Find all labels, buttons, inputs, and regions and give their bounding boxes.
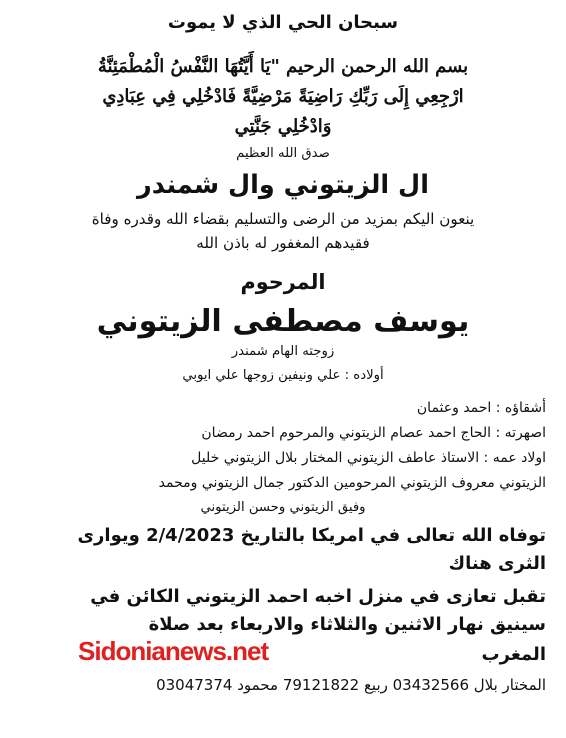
- mourning-line-2: فقيدهم المغفور له باذن الله: [196, 234, 370, 252]
- mourning-line-1: ينعون اليكم بمزيد من الرضى والتسليم بقضاء الله وقدره وفاة: [91, 210, 475, 228]
- death-line-1: توفاه الله تعالى في امريكا بالتاريخ 2/4/2023 ويوارى: [77, 525, 546, 546]
- children-line: أولاده : علي ونيفين زوجها علي ايوبي: [182, 368, 384, 383]
- family-names: ال الزيتوني وال شمندر: [137, 170, 429, 200]
- condolences-line-3: المغرب: [481, 644, 546, 665]
- watermark-logo: Sidonianews.net: [78, 636, 269, 666]
- condolences-line-1: تقبل تعازى في منزل اخبه احمد الزيتوني الكائن في: [90, 586, 546, 607]
- cousins-line-3: وفيق الزيتوني وحسن الزيتوني: [200, 500, 366, 515]
- sadaq-allah: صدق الله العظيم: [236, 146, 330, 161]
- cousins-line-2: الزيتوني معروف الزيتوني المرحومين الدكتور جمال الزيتوني ومحمد: [158, 475, 546, 491]
- quran-verse-line-2: ارْجِعِي إِلَى رَبِّكِ رَاضِيَةً مَرْضِيَّةً فَادْخُلِي فِي عِبَادِي: [102, 86, 464, 107]
- death-line-2: الثرى هناك: [448, 553, 546, 574]
- siblings-line: أشقاؤه : احمد وعثمان: [416, 400, 546, 416]
- contact-numbers: المختار بلال 03432566 ربيع 79121822 محمود 03047374: [156, 676, 546, 694]
- in-laws-line: اصهرته : الحاج احمد عصام الزيتوني والمرحوم احمد رمضان: [201, 425, 546, 441]
- quran-verse-line-1: بسم الله الرحمن الرحيم "يَا أَيَّتُهَا النَّفْسُ الْمُطْمَئِنَّةُ: [97, 56, 469, 77]
- deceased-label: المرحوم: [240, 270, 326, 294]
- wife-line: زوجته الهام شمندر: [231, 344, 335, 359]
- header-phrase: سبحان الحي الذي لا يموت: [167, 12, 399, 33]
- cousins-line-1: اولاد عمه : الاستاذ عاطف الزيتوني المختار بلال الزيتوني خليل: [191, 450, 546, 466]
- deceased-name: يوسف مصطفى الزيتوني: [96, 304, 470, 339]
- condolences-line-2: سينيق نهار الاثنين والثلاثاء والاربعاء بعد صلاة: [148, 614, 546, 635]
- quran-verse-line-3: وَادْخُلِي جَنَّتِي: [234, 116, 332, 137]
